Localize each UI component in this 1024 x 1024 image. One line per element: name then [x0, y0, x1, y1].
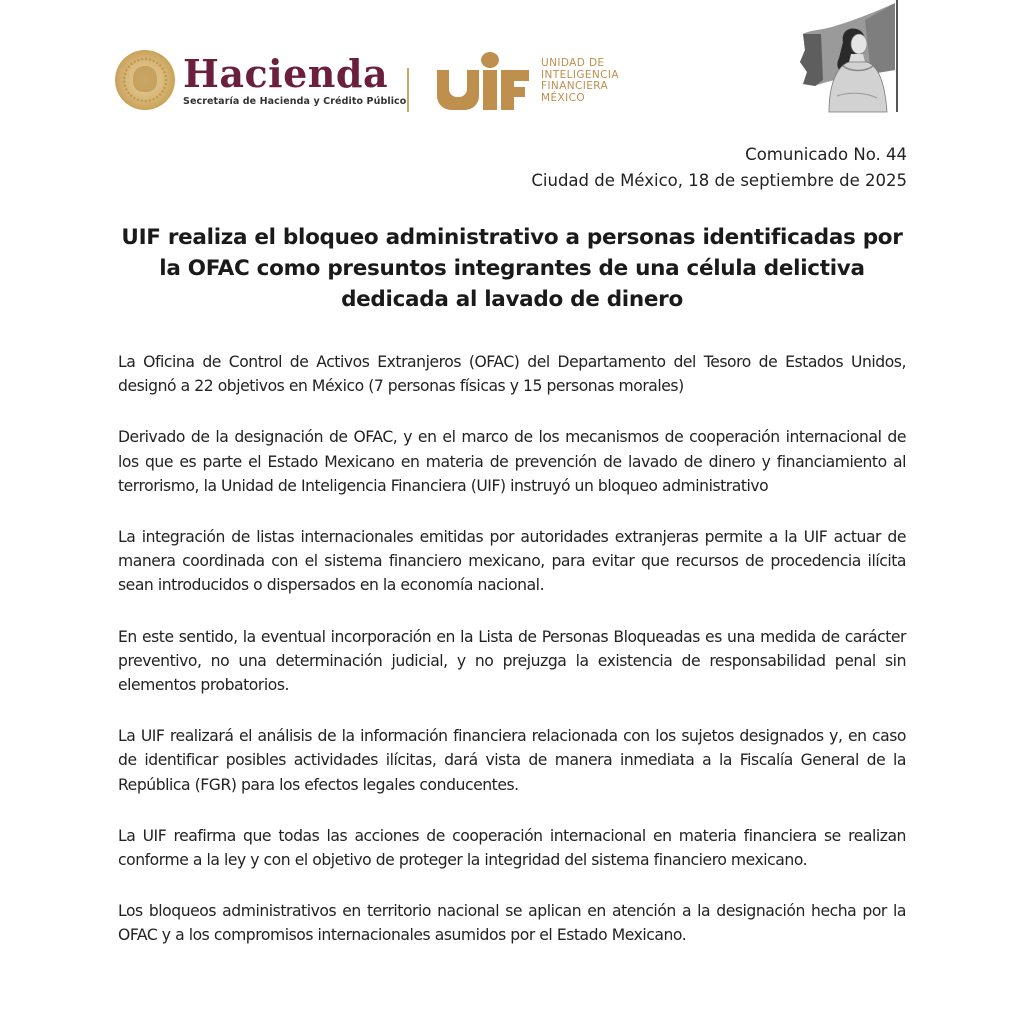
hacienda-title: Hacienda: [183, 50, 389, 96]
body-paragraph: Derivado de la designación de OFAC, y en el marco de los mecanismos de cooperación internacional de los que es parte el Estado Mexicano en materia de prevención de lavado de dinero y financiamiento al terrorismo, la Unidad de Inteligencia Financiera (UIF) instruyó un bloqueo administrativo: [118, 428, 906, 495]
uif-logo: [437, 52, 619, 110]
page-title: [112, 222, 912, 315]
hacienda-wordmark: [183, 50, 407, 107]
body-paragraph: La UIF realizará el análisis de la información financiera relacionada con los sujetos designados y, en caso de identificar posibles actividades ilícitas, dará vista de manera inmediata a la Fiscalía General de la República (FGR) para los efectos legales conducentes.: [118, 727, 906, 794]
coat-of-arms-seal-icon: [115, 50, 175, 110]
document-header: [0, 0, 1024, 140]
title-line: UIF realiza el bloqueo administrativo a personas identificadas por: [121, 225, 903, 250]
hacienda-subtitle: Secretaría de Hacienda y Crédito Público: [183, 95, 407, 107]
uif-wordmark: [541, 58, 619, 104]
body-paragraph: En este sentido, la eventual incorporación en la Lista de Personas Bloqueadas es una medida de carácter preventivo, no una determinación judicial, y no prejuzga la existencia de responsabilidad penal sin elementos probatorios.: [118, 627, 906, 695]
communique-meta: [531, 142, 907, 194]
uif-line: UNIDAD DE: [541, 57, 605, 69]
body-paragraph: La Oficina de Control de Activos Extranjeros (OFAC) del Departamento del Tesoro de Estados Unidos, designó a 22 objetivos en México (7 personas físicas y 15 personas morales): [118, 353, 906, 396]
communique-body: [118, 350, 906, 975]
uif-line: INTELIGENCIA: [541, 68, 619, 81]
body-paragraph: La integración de listas internacionales emitidas por autoridades extranjeras permite a la UIF actuar de manera coordinada con el sistema financiero mexicano, para evitar que recursos de procedencia ilícita sean introducidos o dispersados en la economía nacional.: [118, 528, 906, 595]
hacienda-logo: [115, 50, 406, 110]
logo-divider: [407, 68, 409, 112]
woman-with-flag-illustration-icon: [785, 0, 915, 115]
uif-line: FINANCIERA: [541, 80, 609, 92]
uif-line: MÉXICO: [541, 91, 585, 104]
title-line: dedicada al lavado de dinero: [341, 287, 683, 312]
place-and-date: Ciudad de México, 18 de septiembre de 2025: [531, 171, 907, 190]
uif-mark-icon: [437, 52, 529, 110]
body-paragraph: La UIF reafirma que todas las acciones de cooperación internacional en materia financiera se realizan conforme a la ley y con el objetivo de proteger la integridad del sistema financiero mexicano.: [118, 826, 906, 870]
communique-number: Comunicado No. 44: [745, 145, 907, 164]
title-line: la OFAC como presuntos integrantes de una célula delictiva: [159, 256, 865, 281]
body-paragraph: Los bloqueos administrativos en territorio nacional se aplican en atención a la designación hecha por la OFAC y a los compromisos internacionales asumidos por el Estado Mexicano.: [118, 902, 906, 945]
